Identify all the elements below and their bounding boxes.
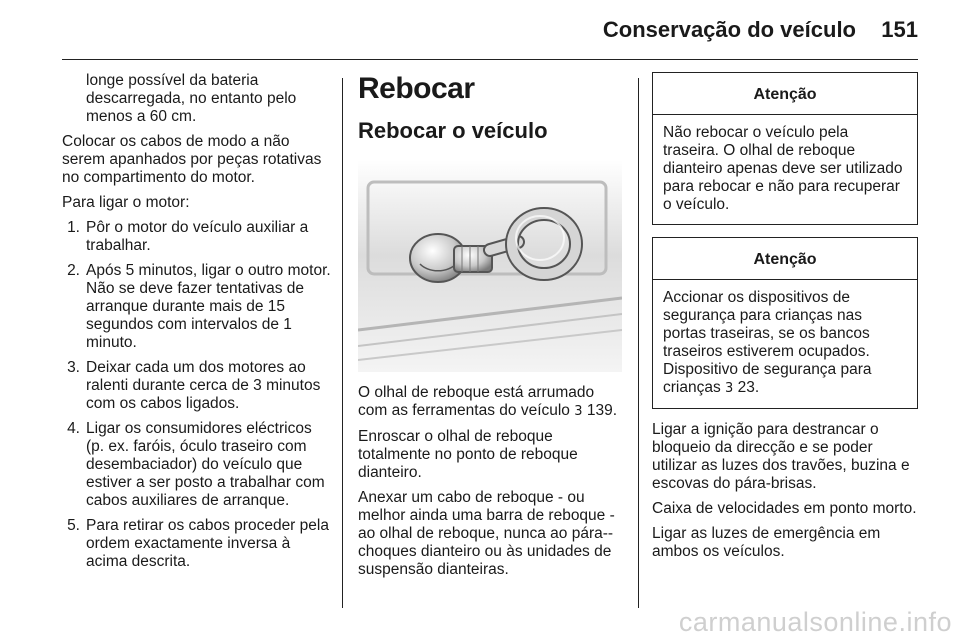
warning-title: Atenção — [653, 238, 917, 280]
page-header — [0, 0, 960, 60]
section-title: Rebocar — [358, 72, 475, 105]
step-text: Pôr o motor do veículo auxiliar a trabalhar. — [86, 219, 309, 254]
start-engine-intro: Para ligar o motor: — [62, 194, 190, 211]
step-text: Para retirar os cabos proceder pela ordem exactamente inversa à acima descrita. — [86, 517, 329, 570]
column-1 — [62, 72, 334, 578]
page-number: 151 — [881, 17, 918, 42]
column-divider-1 — [342, 78, 343, 608]
watermark: carmanualsonline.info — [678, 607, 952, 637]
step-number: 4. — [67, 420, 80, 437]
towing-eye-location-paragraph — [358, 384, 624, 421]
column-divider-2 — [638, 78, 639, 608]
step-text: Ligar os consumidores eléctricos (p. ex. faróis, óculo traseiro com desembaciador) do veículo que estiver a ser posto a trabalhar com cabos auxiliares de arranque. — [86, 420, 325, 509]
screw-in-paragraph: Enroscar o olhal de reboque totalmente no ponto de reboque dianteiro. — [358, 428, 578, 481]
reference-page: 23. — [737, 379, 760, 396]
list-item — [62, 359, 334, 413]
continued-paragraph: longe possível da bateria descarregada, no entanto pelo menos a 60 cm. — [86, 72, 297, 125]
step-number: 3. — [67, 359, 80, 376]
hazard-lights-paragraph: Ligar as luzes de emergência em ambos os veículos. — [652, 525, 881, 560]
step-number: 5. — [67, 517, 80, 534]
cable-routing-paragraph: Colocar os cabos de modo a não serem apanhados por peças rotativas no compartimento do motor. — [62, 133, 322, 186]
subsection-title: Rebocar o veículo — [358, 118, 548, 143]
ignition-paragraph: Ligar a ignição para destrancar o bloqueio da direcção e se poder utilizar as luzes dos travões, buzina e escovas do pára-brisas. — [652, 421, 910, 492]
reference-page: 139. — [586, 402, 618, 419]
list-item — [62, 219, 334, 255]
list-item — [62, 420, 334, 510]
column-3 — [652, 72, 918, 568]
warning-title: Atenção — [653, 73, 917, 115]
header-rule — [62, 59, 918, 60]
warning-body: Não rebocar o veículo pela traseira. O olhal de reboque dianteiro apenas deve ser utilizado para rebocar e não para recuperar o veículo. — [663, 124, 903, 213]
column-2 — [358, 72, 624, 586]
towing-eye-figure — [358, 160, 622, 372]
step-text: Deixar cada um dos motores ao ralenti durante cerca de 3 minutos com os cabos ligados. — [86, 359, 321, 412]
neutral-gear-paragraph: Caixa de velocidades em ponto morto. — [652, 500, 917, 517]
list-item — [62, 517, 334, 571]
towing-eye-icon — [358, 160, 622, 372]
attach-cable-paragraph: Anexar um cabo de reboque - ou melhor ainda uma barra de reboque - ao olhal de reboque, nunca ao pára--choques dianteiro ou às unidades de suspensão dianteiras. — [358, 489, 615, 578]
page-reference-icon: 3 — [725, 381, 734, 396]
warning-text: Accionar os dispositivos de segurança para crianças nas portas traseiras, se os bancos traseiros estiverem ocupados. Dispositivo de segurança para crianças — [663, 289, 872, 396]
list-item — [62, 262, 334, 352]
jump-start-steps — [62, 219, 334, 571]
location-text: O olhal de reboque está arrumado com as ferramentas do veículo — [358, 384, 595, 419]
page-reference-icon: 3 — [574, 404, 583, 419]
warning-body — [653, 280, 917, 408]
header-title: Conservação do veículo — [602, 17, 856, 42]
warning-box-2 — [652, 237, 918, 409]
step-text: Após 5 minutos, ligar o outro motor. Não se deve fazer tentativas de arranque durante mais de 15 segundos com intervalos de 1 minuto. — [86, 262, 331, 351]
step-number: 1. — [67, 219, 80, 236]
step-number: 2. — [67, 262, 80, 279]
warning-box-1 — [652, 72, 918, 225]
